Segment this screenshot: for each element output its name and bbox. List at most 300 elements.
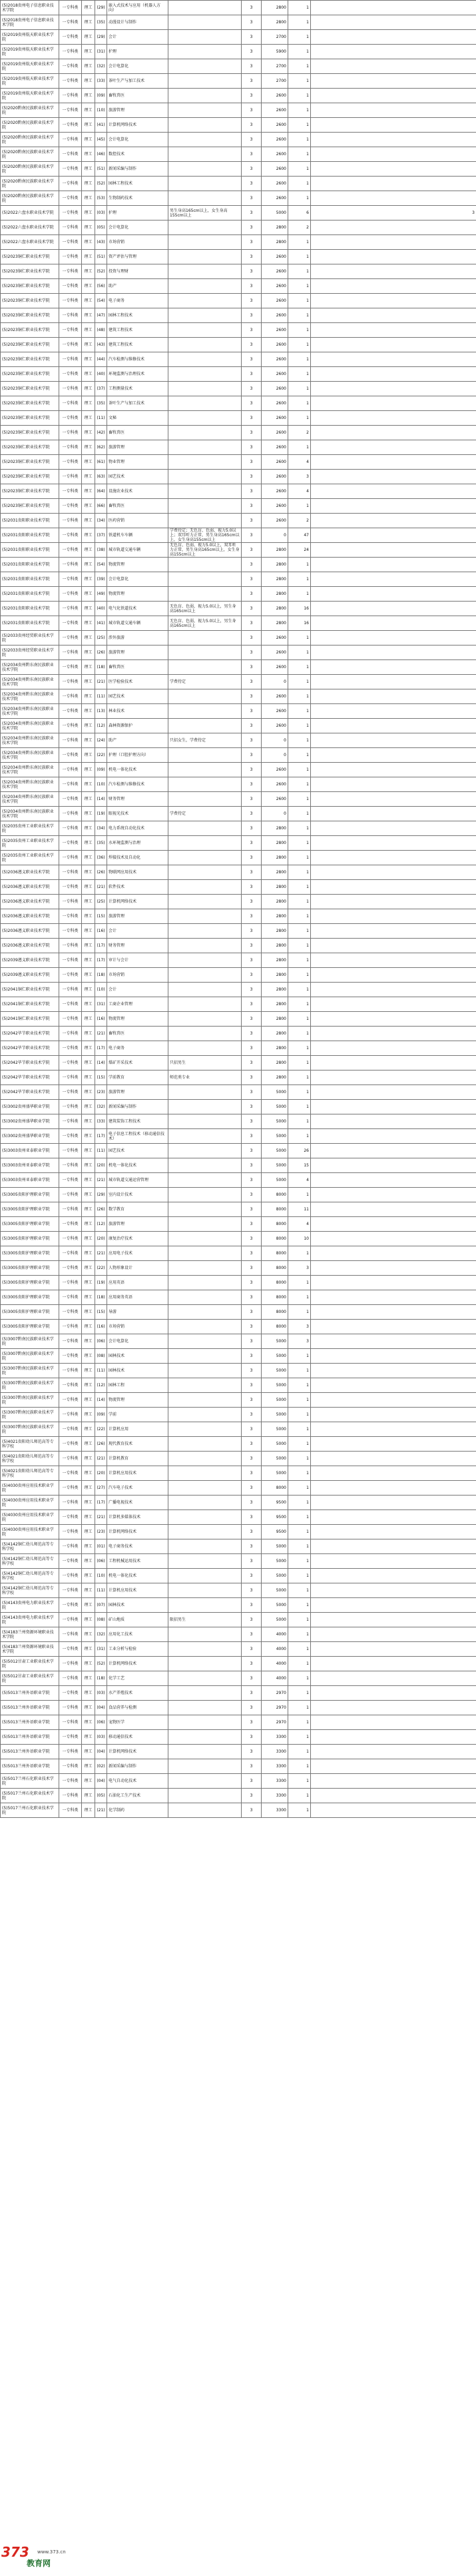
duration-cell: 3 [242,777,262,792]
major-name-cell: 电子信息工程技术（移动通信技术） [107,1129,168,1144]
remarks-cell [168,1715,242,1730]
school-cell: (5)2023铜仁职业技术学院 [1,411,59,426]
major-name-cell: 计算机应用技术 [107,1466,168,1481]
major-name-cell: 电子商务 [107,294,168,308]
category-cell: 理工 [82,1613,95,1627]
remarks-cell [168,1583,242,1598]
remarks-cell: 无色盲、色弱，视力5.0以上，男生身高165cm以上 [168,602,242,616]
category-cell: 理工 [82,1774,95,1789]
school-cell: (5)4143贵州电力职业技术学院 [1,1613,59,1627]
remarks-cell [168,177,242,191]
tuition-cell: 2800 [262,616,288,631]
batch-cell: 一专科类 [59,162,82,177]
duration-cell: 3 [242,1598,262,1613]
tuition-cell: 2800 [262,220,288,235]
school-cell: (5)2020黔南民族职业技术学院 [1,133,59,147]
duration-cell: 3 [242,895,262,909]
extra-cell [311,1232,476,1246]
tuition-cell: 2800 [262,953,288,968]
category-cell: 理工 [82,30,95,45]
quota-cell: 1 [288,1437,311,1452]
batch-cell: 一专科类 [59,1085,82,1100]
extra-cell [311,1613,476,1627]
duration-cell: 3 [242,748,262,763]
major-code-cell: (23) [95,1525,107,1539]
major-name-cell: 城市轨道交通车辆 [107,543,168,558]
quota-cell: 1 [288,763,311,777]
batch-cell: 一专科类 [59,631,82,645]
school-cell: (5)2023铜仁职业技术学院 [1,338,59,352]
school-cell: (5)2020黔南民族职业技术学院 [1,147,59,162]
school-cell: (5)3005贵阳护理职业学院 [1,1202,59,1217]
extra-cell [311,1686,476,1701]
duration-cell: 3 [242,1554,262,1569]
major-code-cell: (03) [95,206,107,220]
table-row [1,484,476,499]
extra-cell [311,74,476,89]
school-cell: (5)3005贵阳护理职业学院 [1,1261,59,1276]
quota-cell: 2 [288,426,311,440]
duration-cell: 3 [242,1246,262,1261]
school-cell: (5)3007黔南民族职业技术学院 [1,1378,59,1393]
duration-cell: 3 [242,514,262,528]
extra-cell [311,777,476,792]
extra-cell [311,1378,476,1393]
major-name-cell: 工业分析与检验 [107,1642,168,1657]
category-cell: 理工 [82,1642,95,1657]
major-code-cell: (20) [95,1232,107,1246]
table-row [1,572,476,587]
tuition-cell: 2800 [262,836,288,851]
extra-cell [311,1554,476,1569]
school-cell: (5)3003贵州亚泰职业学院 [1,1144,59,1158]
table-row [1,440,476,455]
duration-cell: 3 [242,338,262,352]
batch-cell: 一专科类 [59,1041,82,1056]
quota-cell: 1 [288,1642,311,1657]
category-cell: 理工 [82,45,95,59]
quota-cell: 4 [288,1217,311,1232]
major-code-cell: (43) [95,235,107,250]
school-cell: (5)4142铜仁幼儿师范高等专科学校 [1,1569,59,1583]
extra-cell [311,1583,476,1598]
school-cell: (5)2041铜仁职业技术学院 [1,1012,59,1027]
batch-cell: 一专科类 [59,103,82,118]
major-name-cell: 会计 [107,983,168,997]
duration-cell: 3 [242,264,262,279]
duration-cell: 3 [242,968,262,983]
major-code-cell: (26) [95,1437,107,1452]
school-cell: (5)3005贵阳护理职业学院 [1,1276,59,1290]
quota-cell: 1 [288,953,311,968]
table-row [1,645,476,660]
duration-cell: 3 [242,59,262,74]
tuition-cell: 2600 [262,440,288,455]
category-cell: 理工 [82,59,95,74]
extra-cell [311,1525,476,1539]
major-name-cell: 会计 [107,30,168,45]
category-cell: 理工 [82,1290,95,1305]
extra-cell [311,1496,476,1510]
school-cell: (5)3007黔南民族职业技术学院 [1,1364,59,1378]
category-cell: 理工 [82,499,95,514]
extra-cell [311,528,476,543]
major-name-cell: 食品营养与检测 [107,1701,168,1715]
batch-cell: 一专科类 [59,953,82,968]
tuition-cell: 3300 [262,1745,288,1759]
tuition-cell: 5000 [262,1437,288,1452]
table-row [1,1539,476,1554]
major-code-cell: (05) [95,1789,107,1803]
tuition-cell: 2600 [262,792,288,807]
table-row [1,396,476,411]
tuition-cell: 4000 [262,1642,288,1657]
tuition-cell: 5000 [262,1422,288,1437]
table-row [1,1290,476,1305]
batch-cell: 一专科类 [59,704,82,719]
category-cell: 理工 [82,543,95,558]
remarks-cell [168,15,242,30]
extra-cell [311,1,476,15]
extra-cell [311,1745,476,1759]
category-cell: 理工 [82,865,95,880]
batch-cell: 一专科类 [59,1657,82,1671]
batch-cell: 一专科类 [59,1129,82,1144]
major-name-cell: 计算机网络技术 [107,118,168,133]
duration-cell: 3 [242,631,262,645]
school-cell: (5)2023铜仁职业技术学院 [1,279,59,294]
batch-cell: 一专科类 [59,1349,82,1364]
school-cell: (5)5017兰州石化职业技术学院 [1,1803,59,1818]
remarks-cell [168,45,242,59]
batch-cell: 一专科类 [59,1539,82,1554]
extra-cell [311,704,476,719]
batch-cell: 一专科类 [59,191,82,206]
extra-cell [311,1789,476,1803]
extra-cell [311,279,476,294]
duration-cell: 3 [242,807,262,821]
duration-cell: 3 [242,89,262,103]
table-row [1,59,476,74]
table-row [1,851,476,865]
batch-cell: 一专科类 [59,1,82,15]
duration-cell: 3 [242,1774,262,1789]
school-cell: (5)4030贵州应用技术职业学院 [1,1510,59,1525]
major-name-cell: 物流管理 [107,1012,168,1027]
school-cell: (5)5017兰州石化职业技术学院 [1,1789,59,1803]
batch-cell: 一专科类 [59,1290,82,1305]
extra-cell [311,558,476,572]
school-cell: (5)4183兰州资源环境职业技术学院 [1,1627,59,1642]
table-row [1,45,476,59]
remarks-cell [168,367,242,382]
table-row [1,1129,476,1144]
batch-cell: 一专科类 [59,1598,82,1613]
major-code-cell: (29) [95,30,107,45]
tuition-cell: 2700 [262,59,288,74]
extra-cell [311,133,476,147]
tuition-cell: 2800 [262,235,288,250]
batch-cell: 一专科类 [59,1569,82,1583]
category-cell: 理工 [82,558,95,572]
quota-cell: 1 [288,1510,311,1525]
major-name-cell: 助产 [107,733,168,748]
remarks-cell [168,1232,242,1246]
school-cell: (5)2023铜仁职业技术学院 [1,250,59,264]
major-code-cell: (40) [95,367,107,382]
major-code-cell: (17) [95,1041,107,1056]
quota-cell: 2 [288,220,311,235]
duration-cell: 3 [242,455,262,470]
category-cell: 理工 [82,763,95,777]
quota-cell: 1 [288,675,311,689]
category-cell: 理工 [82,191,95,206]
extra-cell [311,118,476,133]
extra-cell [311,1642,476,1657]
school-cell: (5)3002贵州盛华职业学院 [1,1100,59,1114]
quota-cell: 1 [288,1481,311,1496]
school-cell: (5)2042毕节职业技术学院 [1,1056,59,1071]
extra-cell [311,1569,476,1583]
school-cell: (5)3007黔南民族职业技术学院 [1,1408,59,1422]
remarks-cell [168,1378,242,1393]
tuition-cell: 0 [262,807,288,821]
category-cell: 理工 [82,572,95,587]
extra-cell [311,45,476,59]
major-name-cell: 物流管理 [107,558,168,572]
extra-cell [311,484,476,499]
school-cell: (5)2020黔南民族职业技术学院 [1,103,59,118]
major-code-cell: (45) [95,133,107,147]
school-cell: (5)4030贵州应用技术职业学院 [1,1481,59,1496]
batch-cell: 一专科类 [59,1701,82,1715]
school-cell: (5)2023铜仁职业技术学院 [1,352,59,367]
school-cell: (5)5013兰州外语职业学院 [1,1715,59,1730]
batch-cell: 一专科类 [59,1789,82,1803]
category-cell: 理工 [82,1129,95,1144]
category-cell: 理工 [82,821,95,836]
extra-cell [311,1364,476,1378]
remarks-cell [168,1158,242,1173]
table-row [1,807,476,821]
duration-cell: 3 [242,1334,262,1349]
major-name-cell: 应用化工技术 [107,1627,168,1642]
major-name-cell: 畜牧兽医 [107,499,168,514]
major-name-cell: 建筑工程技术 [107,338,168,352]
major-name-cell: 宠物医学 [107,1715,168,1730]
table-row [1,352,476,367]
duration-cell: 3 [242,1173,262,1188]
major-code-cell: (32) [95,59,107,74]
major-code-cell: (53) [95,191,107,206]
tuition-cell: 2600 [262,352,288,367]
tuition-cell: 2600 [262,177,288,191]
major-name-cell: 市场营销 [107,968,168,983]
batch-cell: 一专科类 [59,1466,82,1481]
batch-cell: 一专科类 [59,558,82,572]
major-code-cell: (06) [95,1715,107,1730]
extra-cell [311,1246,476,1261]
batch-cell: 一专科类 [59,235,82,250]
major-name-cell: 化学制药 [107,1803,168,1818]
quota-cell: 1 [288,1276,311,1290]
category-cell: 理工 [82,1525,95,1539]
duration-cell: 3 [242,30,262,45]
school-cell: (5)5013兰州外语职业学院 [1,1701,59,1715]
quota-cell: 1 [288,1789,311,1803]
school-cell: (5)4142铜仁幼儿师范高等专科学校 [1,1554,59,1569]
duration-cell: 3 [242,1642,262,1657]
major-code-cell: (17) [95,953,107,968]
tuition-cell: 8000 [262,1246,288,1261]
remarks-cell [168,1334,242,1349]
remarks-cell [168,1539,242,1554]
batch-cell: 一专科类 [59,1217,82,1232]
quota-cell: 1 [288,572,311,587]
batch-cell: 一专科类 [59,1627,82,1642]
table-row [1,1510,476,1525]
extra-cell [311,1320,476,1334]
remarks-cell [168,587,242,602]
tuition-cell: 2600 [262,367,288,382]
category-cell: 理工 [82,206,95,220]
major-name-cell: 市场营销 [107,235,168,250]
duration-cell: 3 [242,1378,262,1393]
category-cell: 理工 [82,953,95,968]
school-cell: (5)2034贵州黔东南民族职业技术学院 [1,733,59,748]
duration-cell: 3 [242,689,262,704]
extra-cell [311,719,476,733]
major-name-cell: 电力系统自动化技术 [107,821,168,836]
extra-cell [311,367,476,382]
batch-cell: 一专科类 [59,455,82,470]
category-cell: 理工 [82,1598,95,1613]
duration-cell: 3 [242,1276,262,1290]
major-code-cell: (12) [95,1378,107,1393]
batch-cell: 一专科类 [59,1056,82,1071]
duration-cell: 3 [242,953,262,968]
batch-cell: 一专科类 [59,45,82,59]
tuition-cell: 2800 [262,821,288,836]
category-cell: 理工 [82,294,95,308]
batch-cell: 一专科类 [59,1114,82,1129]
quota-cell: 1 [288,968,311,983]
table-row [1,777,476,792]
table-row [1,1730,476,1745]
category-cell: 理工 [82,1701,95,1715]
batch-cell: 一专科类 [59,719,82,733]
major-code-cell: (10) [95,1569,107,1583]
table-row [1,1364,476,1378]
tuition-cell: 5000 [262,1085,288,1100]
major-name-cell: 工商企业管理 [107,997,168,1012]
school-cell: (5)5013兰州外语职业学院 [1,1686,59,1701]
batch-cell: 一专科类 [59,1071,82,1085]
major-code-cell: (21) [95,1803,107,1818]
category-cell: 理工 [82,162,95,177]
major-name-cell: 计算机多媒体技术 [107,1510,168,1525]
tuition-cell: 2600 [262,279,288,294]
extra-cell [311,1305,476,1320]
major-code-cell: (11) [95,1364,107,1378]
tuition-cell: 3300 [262,1789,288,1803]
category-cell: 理工 [82,1246,95,1261]
batch-cell: 一专科类 [59,1188,82,1202]
school-cell: (5)2034贵州黔东南民族职业技术学院 [1,763,59,777]
table-row [1,1378,476,1393]
quota-cell: 1 [288,587,311,602]
duration-cell: 3 [242,1217,262,1232]
remarks-cell: 只招男生 [168,1056,242,1071]
batch-cell: 一专科类 [59,1144,82,1158]
table-row [1,1276,476,1290]
batch-cell: 一专科类 [59,1364,82,1378]
school-cell: (5)2020黔南民族职业技术学院 [1,191,59,206]
remarks-cell [168,1701,242,1715]
table-row [1,514,476,528]
category-cell: 理工 [82,455,95,470]
batch-cell: 一专科类 [59,1686,82,1701]
extra-cell [311,968,476,983]
extra-cell [311,1452,476,1466]
table-row [1,704,476,719]
major-code-cell: (18) [95,1290,107,1305]
major-name-cell: 导游 [107,1305,168,1320]
school-cell: (5)2022六盘水职业技术学院 [1,235,59,250]
duration-cell: 3 [242,821,262,836]
duration-cell: 3 [242,1671,262,1686]
batch-cell: 一专科类 [59,807,82,821]
school-cell: (5)2042毕节职业技术学院 [1,1041,59,1056]
school-cell: (5)2023铜仁职业技术学院 [1,367,59,382]
extra-cell [311,455,476,470]
tuition-cell: 4000 [262,1657,288,1671]
batch-cell: 一专科类 [59,865,82,880]
remarks-cell [168,1745,242,1759]
extra-cell [311,1041,476,1056]
quota-cell: 24 [288,543,311,558]
extra-cell [311,616,476,631]
table-row [1,1613,476,1627]
major-name-cell: 物业管理 [107,455,168,470]
major-name-cell: 新闻采编与制作 [107,1759,168,1774]
table-row [1,177,476,191]
major-code-cell: (29) [95,1188,107,1202]
extra-cell [311,264,476,279]
remarks-cell [168,997,242,1012]
school-cell: (5)3005贵阳护理职业学院 [1,1232,59,1246]
extra-cell [311,983,476,997]
major-code-cell: (12) [95,719,107,733]
extra-cell: 3 [311,206,476,220]
category-cell: 理工 [82,133,95,147]
major-name-cell: 机电一体化技术 [107,1569,168,1583]
table-row [1,1466,476,1481]
tuition-cell: 2600 [262,499,288,514]
remarks-cell [168,279,242,294]
extra-cell [311,1598,476,1613]
remarks-cell [168,924,242,939]
quota-cell: 1 [288,1349,311,1364]
major-code-cell: (25) [95,631,107,645]
batch-cell: 一专科类 [59,308,82,323]
tuition-cell: 2600 [262,763,288,777]
duration-cell: 3 [242,983,262,997]
remarks-cell [168,792,242,807]
table-row [1,880,476,895]
remarks-cell [168,880,242,895]
table-row [1,1686,476,1701]
